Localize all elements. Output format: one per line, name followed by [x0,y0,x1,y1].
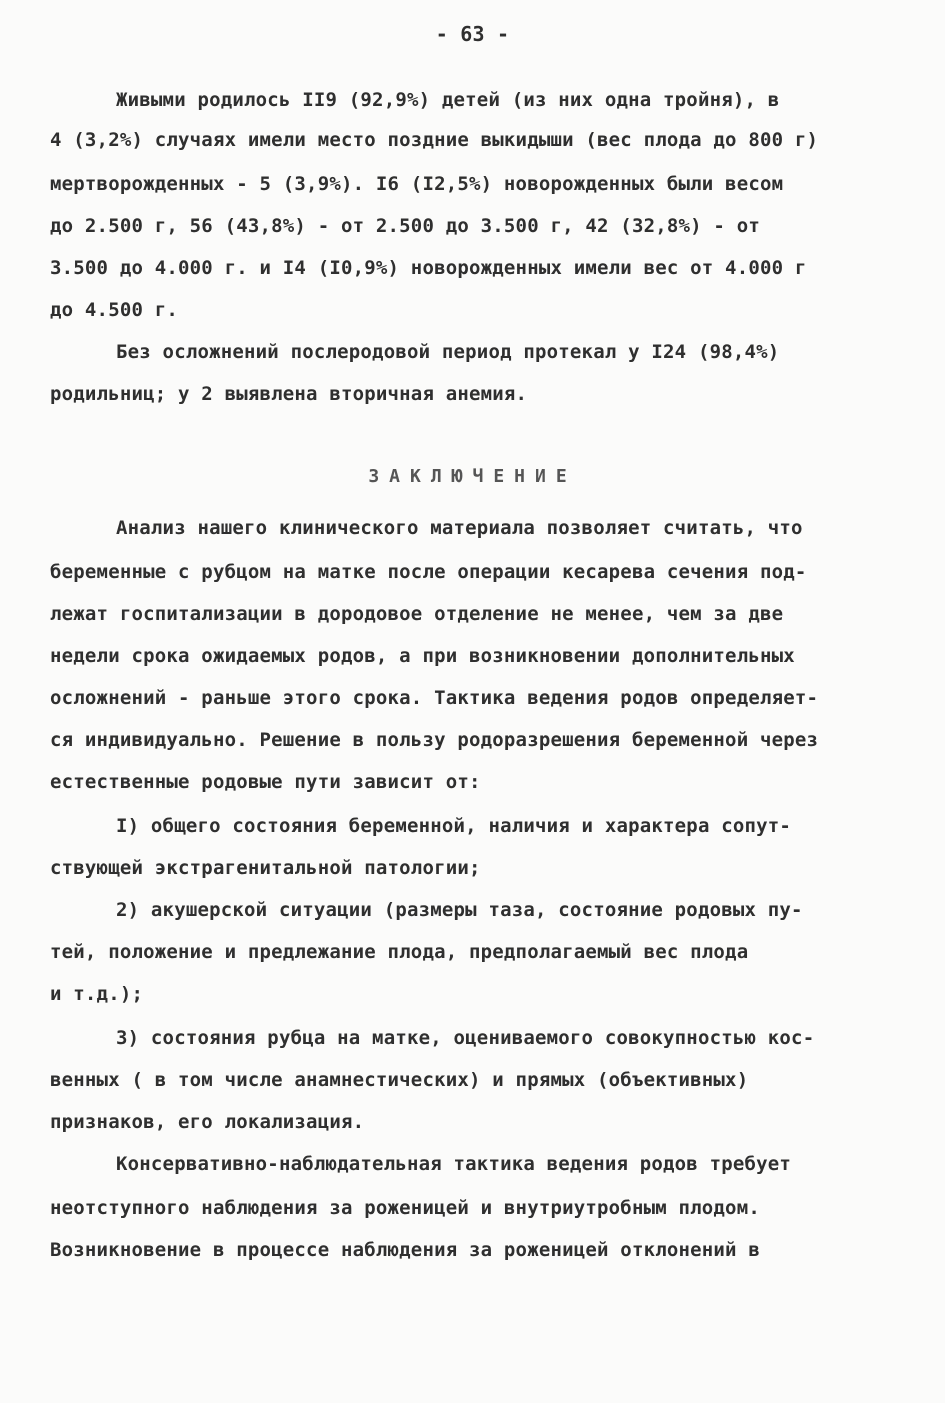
text-line: I) общего состояния беременной, наличия и характера сопут- [116,815,792,837]
text-line: осложнений - раньше этого срока. Тактика ведения родов определяет- [50,687,819,709]
text-line: венных ( в том числе анамнестических) и прямых (объективных) [50,1069,749,1091]
text-line: беременные с рубцом на матке после операции кесарева сечения под- [50,561,807,583]
text-line: 3) состояния рубца на матке, оцениваемого совокупностью кос- [116,1027,815,1049]
text-line: до 2.500 г, 56 (43,8%) - от 2.500 до 3.500 г, 42 (32,8%) - от [50,215,760,237]
text-line: ствующей экстрагенитальной патологии; [50,857,481,879]
text-line: до 4.500 г. [50,299,179,321]
text-line: недели срока ожидаемых родов, а при возникновении дополнительных [50,645,795,667]
text-line: тей, положение и предлежание плода, предполагаемый вес плода [50,941,749,963]
page-number: - 63 - [435,22,510,46]
text-line: Консервативно-наблюдательная тактика ведения родов требует [116,1153,792,1175]
text-line: Живыми родилось II9 (92,9%) детей (из них одна тройня), в [116,89,780,111]
text-line: Без осложнений послеродовой период протекал у I24 (98,4%) [116,341,780,363]
text-line: 3.500 до 4.000 г. и I4 (I0,9%) новорожденных имели вес от 4.000 г [50,257,807,279]
text-line: неотступного наблюдения за роженицей и внутриутробным плодом. [50,1197,760,1219]
text-line: естественные родовые пути зависит от: [50,771,481,793]
text-line: и т.д.); [50,983,144,1005]
text-line: 2) акушерской ситуации (размеры таза, состояние родовых пу- [116,899,803,921]
text-line: лежат госпитализации в дородовое отделение не менее, чем за две [50,603,784,625]
text-line: 4 (3,2%) случаях имели место поздние выкидыши (вес плода до 800 г) [50,129,819,151]
text-line: Анализ нашего клинического материала позволяет считать, что [116,517,803,539]
text-line: Возникновение в процессе наблюдения за роженицей отклонений в [50,1239,760,1261]
text-line: родильниц; у 2 выявлена вторичная анемия. [50,383,528,405]
text-line: ся индивидуально. Решение в пользу родоразрешения беременной через [50,729,819,751]
text-line: признаков, его локализация. [50,1111,365,1133]
text-line: мертворожденных - 5 (3,9%). I6 (I2,5%) новорожденных были весом [50,173,784,195]
section-heading: ЗАКЛЮЧЕНИЕ [368,466,577,487]
